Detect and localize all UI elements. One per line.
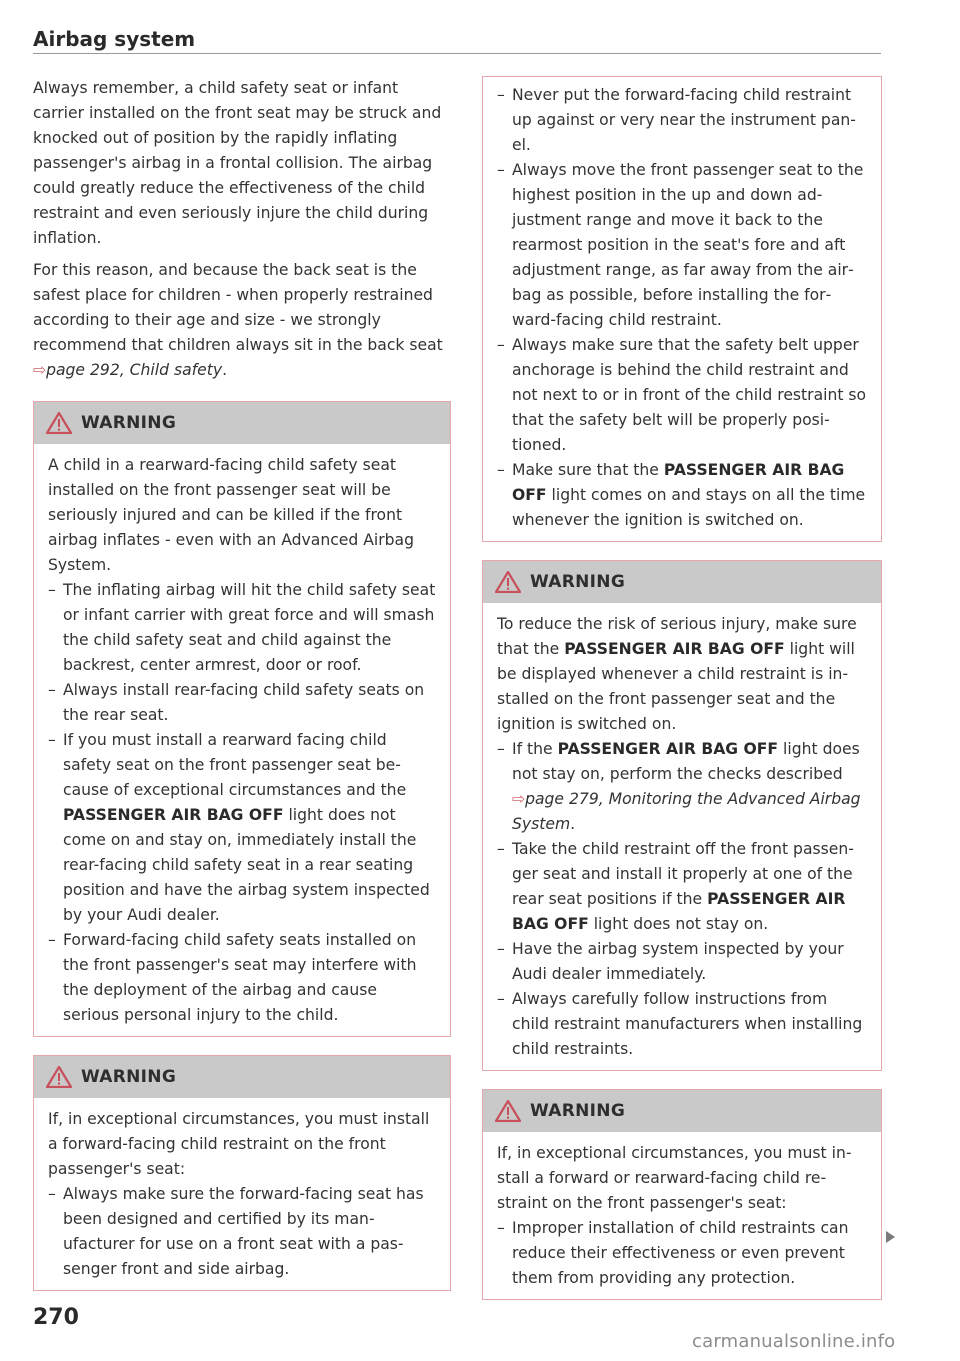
list-item: – Always carefully follow instructions from child restraint manufacturers when installing child restraints. <box>497 987 867 1062</box>
warning-body <box>483 1132 881 1299</box>
paragraph: For this reason, and because the back seat is the safest place for children - when properly restrained according to their age and size - we strongly recommend that children always sit in the back seat ⇨page 292, Child safety. <box>33 261 443 379</box>
watermark: carmanualsonline.info <box>692 1331 896 1352</box>
indicator-name: PASSENGER AIR BAG OFF <box>63 806 284 824</box>
list-item: – If you must install a rearward facing child safety seat on the front passenger seat because of exceptional circumstances and the PASSENGER AIR BAG OFF light does not come on and stay on, immediately install the rear-facing child safety seat in a rear seating position and have the airbag system inspected by your Audi dealer. <box>48 728 436 928</box>
warning-body <box>483 603 881 1070</box>
page-number: 270 <box>33 1305 79 1330</box>
list-item: – Improper installation of child restraints can reduce their effectiveness or even prevent them from providing any protection. <box>497 1216 867 1291</box>
paragraph-text: For this reason, and because the back seat is the safest place for children - when properly restrained according to their age and size - we strongly recommend that children always sit in the back seat <box>33 261 443 354</box>
warning-intro: To reduce the risk of serious injury, make sure that the PASSENGER AIR BAG OFF light will be displayed whenever a child restraint is installed on the front passenger seat and the ignition is switched on. <box>497 615 857 733</box>
left-column <box>33 76 451 1309</box>
arrow-right-icon: ⇨ <box>33 361 47 379</box>
indicator-name: PASSENGER AIR BAG OFF <box>512 461 845 504</box>
indicator-name: PASSENGER AIR BAG OFF <box>557 740 779 758</box>
warning-triangle-icon <box>495 571 521 593</box>
warning-list <box>48 1182 436 1282</box>
warning-intro: If, in exceptional circumstances, you must install a forward or rearward-facing child restraint on the front passenger's seat: <box>497 1144 852 1212</box>
warning-triangle-icon <box>46 1066 72 1088</box>
cross-reference-link[interactable]: page 292, Child safety <box>46 361 223 379</box>
warning-intro: If, in exceptional circumstances, you must install a forward-facing child restraint on the front passenger's seat: <box>48 1110 430 1178</box>
warning-label: WARNING <box>81 413 177 433</box>
list-item: – Always move the front passenger seat to the highest position in the up and down adjustment range and move it back to the rearmost position in the seat's fore and aft adjustment range, as far away from the airbag as possible, before installing the forward-facing child restraint. <box>497 158 867 333</box>
header-rule <box>33 53 881 54</box>
warning-triangle-icon <box>46 412 72 434</box>
warning-box <box>482 1089 882 1300</box>
list-item: – Take the child restraint off the front passenger seat and install it properly at one of the rear seat positions if the PASSENGER AIR BAG OFF light does not stay on. <box>497 837 867 937</box>
list-item: – Never put the forward-facing child restraint up against or very near the instrument panel. <box>497 83 867 158</box>
warning-list <box>497 737 867 1062</box>
warning-triangle-icon <box>495 1100 521 1122</box>
list-item: – Always make sure the forward-facing seat has been designed and certified by its manufacturer for use on a front seat with a passenger front and side airbag. <box>48 1182 436 1282</box>
arrow-right-icon: ⇨ <box>512 790 526 808</box>
list-item: – The inflating airbag will hit the child safety seat or infant carrier with great force and will smash the child safety seat and child against the backrest, center armrest, door or roof. <box>48 578 436 678</box>
indicator-name: PASSENGER AIR BAG OFF <box>564 640 785 658</box>
warning-label: WARNING <box>530 572 626 592</box>
warning-body <box>34 1098 450 1290</box>
warning-header <box>483 561 881 603</box>
warning-box <box>482 560 882 1071</box>
continue-arrow-icon <box>886 1231 895 1243</box>
warning-label: WARNING <box>81 1067 177 1087</box>
right-column <box>482 76 882 1318</box>
paragraph: Always remember, a child safety seat or infant carrier installed on the front seat may be struck and knocked out of position by the rapidly inflating passenger's airbag in a frontal collision. The airbag could greatly reduce the effectiveness of the child restraint and even seriously injure the child during inflation. <box>33 79 442 247</box>
cross-reference-link[interactable]: page 279, Monitoring the Advanced Airbag System <box>512 790 861 833</box>
warning-list <box>48 578 436 1028</box>
warning-header <box>483 1090 881 1132</box>
warning-list <box>497 83 867 533</box>
list-item: – Always install rear-facing child safety seats on the rear seat. <box>48 678 436 728</box>
warning-box <box>33 401 451 1037</box>
list-item: – Always make sure that the safety belt upper anchorage is behind the child restraint and not next to or in front of the child restraint so that the safety belt will be properly positioned. <box>497 333 867 458</box>
list-item: – If the PASSENGER AIR BAG OFF light does not stay on, perform the checks described ⇨page 279, Monitoring the Advanced Airbag System. <box>497 737 867 837</box>
warning-continuation-box <box>482 76 882 542</box>
list-item: – Forward-facing child safety seats installed on the front passenger's seat may interfere with the deployment of the airbag and cause serious personal injury to the child. <box>48 928 436 1028</box>
warning-header <box>34 402 450 444</box>
warning-box <box>33 1055 451 1291</box>
warning-label: WARNING <box>530 1101 626 1121</box>
warning-list <box>497 1216 867 1291</box>
list-item: – Have the airbag system inspected by your Audi dealer immediately. <box>497 937 867 987</box>
list-item: – Make sure that the PASSENGER AIR BAG OFF light comes on and stays on all the time whenever the ignition is switched on. <box>497 458 867 533</box>
indicator-name: PASSENGER AIR BAG OFF <box>512 890 846 933</box>
warning-intro: A child in a rearward-facing child safety seat installed on the front passenger seat will be seriously injured and can be killed if the front airbag inflates - even with an Advanced Airbag System. <box>48 456 415 574</box>
warning-body <box>34 444 450 1036</box>
section-title: Airbag system <box>33 27 196 51</box>
warning-header <box>34 1056 450 1098</box>
